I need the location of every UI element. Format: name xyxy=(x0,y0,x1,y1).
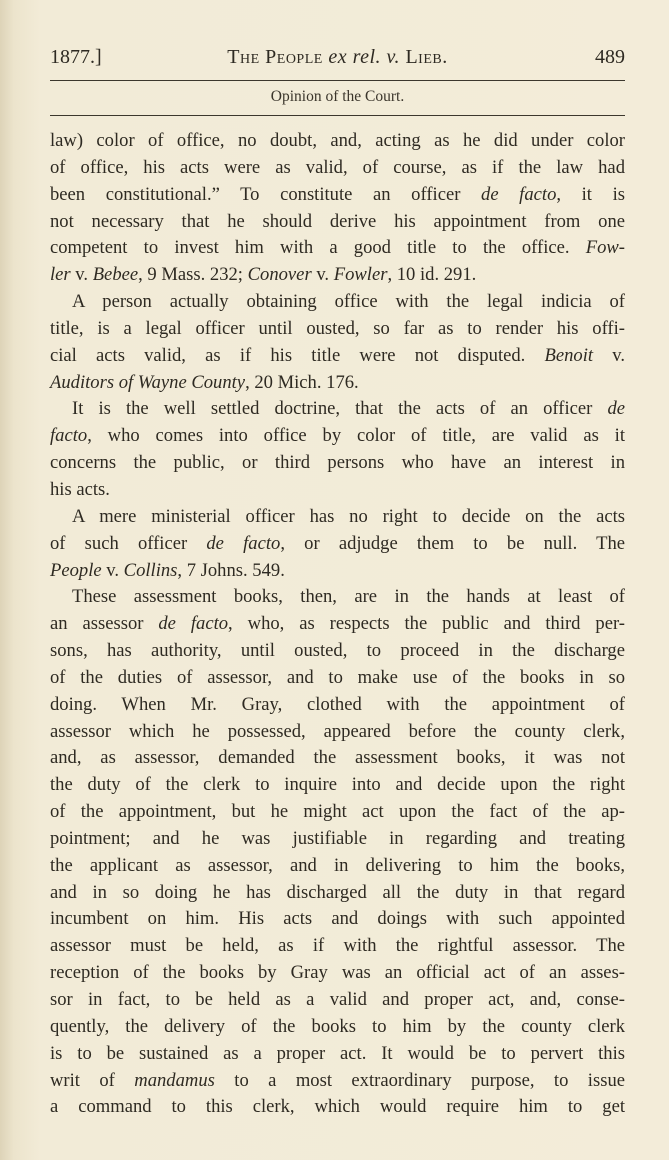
text-line xyxy=(50,799,625,826)
text-line xyxy=(50,1014,625,1041)
text-segment: A mere ministerial officer has no right to decide on the acts xyxy=(72,505,625,527)
text-line xyxy=(50,343,625,370)
text-line xyxy=(50,719,625,746)
text-segment: v. xyxy=(593,344,625,366)
text-segment: and, as assessor, demanded the assessment books, it was not xyxy=(50,747,625,769)
text-line xyxy=(50,1041,625,1068)
text-line xyxy=(50,155,625,182)
text-segment: v. xyxy=(70,264,93,286)
header-rule xyxy=(50,80,625,81)
italic-text: Bebee xyxy=(92,264,139,286)
text-line xyxy=(50,933,625,960)
text-line xyxy=(50,745,625,772)
text-segment: of such officer xyxy=(50,532,207,554)
text-segment: the duty of the clerk to inquire into and decide upon the right xyxy=(50,774,625,796)
text-segment: assessor must be held, as if with the rightful assessor. The xyxy=(50,935,625,957)
text-line xyxy=(50,531,625,558)
text-line xyxy=(50,638,625,665)
text-segment: law) color of office, no doubt, and, acting as he did under color xyxy=(50,130,625,151)
text-segment: of the duties of assessor, and to make use of the books in so xyxy=(50,666,625,688)
text-segment: not necessary that he should derive his appointment from one xyxy=(50,210,625,232)
text-segment: sor in fact, to be held as a valid and proper act, and, conse- xyxy=(50,989,625,1010)
text-line xyxy=(50,423,625,450)
running-header xyxy=(50,46,625,74)
case-title-prefix: The People xyxy=(227,46,323,68)
italic-text: Conover xyxy=(247,264,312,286)
text-line xyxy=(50,1094,625,1121)
text-segment: competent to invest him with a good title to the office. xyxy=(50,237,586,259)
text-segment: his acts. xyxy=(50,478,110,500)
italic-text: Benoit xyxy=(544,344,594,366)
text-segment: quently, the delivery of the books to him by the county clerk xyxy=(50,1015,625,1037)
text-line xyxy=(50,692,625,719)
text-line xyxy=(50,370,625,397)
text-line xyxy=(50,289,625,316)
text-segment: sons, has authority, until ousted, to proceed in the discharge xyxy=(50,640,625,662)
italic-text: mandamus xyxy=(134,1069,215,1091)
text-segment: incumbent on him. His acts and doings with such appointed xyxy=(50,908,625,930)
case-title-italic: ex rel. v. xyxy=(328,46,400,68)
text-segment: , 20 Mich. 176. xyxy=(245,371,359,393)
text-segment: , it is xyxy=(556,183,625,205)
text-segment: , 10 id. 291. xyxy=(387,264,477,286)
text-segment: to a most extraordinary purpose, to issue xyxy=(214,1069,625,1091)
text-segment: doing. When Mr. Gray, clothed with the appointment of xyxy=(50,693,625,715)
italic-text: de facto xyxy=(158,613,229,635)
text-segment: been constitutional.” To constitute an officer xyxy=(50,183,482,205)
text-line xyxy=(50,880,625,907)
text-line xyxy=(50,182,625,209)
text-segment: , who, as respects the public and third per- xyxy=(228,613,625,635)
text-line xyxy=(50,262,625,289)
text-segment: writ of xyxy=(50,1069,135,1091)
text-line xyxy=(50,853,625,880)
text-line xyxy=(50,235,625,262)
text-segment: a command to this clerk, which would require him to get xyxy=(50,1096,625,1118)
italic-text: de xyxy=(607,398,625,420)
italic-text: ler xyxy=(50,264,71,286)
text-segment: and in so doing he has discharged all the duty in that regard xyxy=(50,881,625,903)
page-number: 489 xyxy=(595,46,625,68)
text-segment: A person actually obtaining office with the legal indicia of xyxy=(72,291,625,313)
text-line xyxy=(50,477,625,504)
text-line xyxy=(50,396,625,423)
text-line xyxy=(50,316,625,343)
body-text xyxy=(50,128,625,1121)
text-line xyxy=(50,504,625,531)
italic-text: de facto xyxy=(206,532,281,554)
text-line xyxy=(50,450,625,477)
text-segment: the applicant as assessor, and in delivering to him the books, xyxy=(50,854,625,876)
text-segment: It is the well settled doctrine, that the acts of an officer xyxy=(72,398,608,420)
case-title-suffix: Lieb. xyxy=(405,46,448,68)
text-segment: These assessment books, then, are in the hands at least of xyxy=(72,586,625,608)
text-line xyxy=(50,987,625,1014)
text-line xyxy=(50,772,625,799)
text-segment: reception of the books by Gray was an official act of an asses- xyxy=(50,962,625,984)
italic-text: Fowler xyxy=(333,264,388,286)
text-segment: v. xyxy=(311,264,334,286)
text-segment: cial acts valid, as if his title were not disputed. xyxy=(50,344,545,366)
italic-text: Collins xyxy=(123,559,178,581)
text-segment: , who comes into office by color of title, are valid as it xyxy=(87,425,625,447)
subheading-rule xyxy=(50,115,625,116)
text-segment: concerns the public, or third persons who have an interest in xyxy=(50,452,625,474)
section-heading: Opinion of the Court. xyxy=(270,88,405,105)
text-segment: v. xyxy=(101,559,124,581)
text-segment: is to be sustained as a proper act. It would be to pervert this xyxy=(50,1042,625,1064)
text-segment: an assessor xyxy=(50,613,159,635)
header-year: 1877.] xyxy=(50,46,102,68)
italic-text: de facto xyxy=(481,183,557,205)
text-segment: of the appointment, but he might act upon the fact of the ap- xyxy=(50,801,625,823)
text-line xyxy=(50,209,625,236)
text-line xyxy=(50,584,625,611)
text-segment: assessor which he possessed, appeared before the county clerk, xyxy=(50,720,625,742)
text-line xyxy=(50,1068,625,1095)
text-line xyxy=(50,611,625,638)
italic-text: facto xyxy=(50,425,88,447)
italic-text: Fow- xyxy=(585,237,625,259)
text-segment: , or adjudge them to be null. The xyxy=(280,532,626,554)
text-line xyxy=(50,128,625,155)
header-case-title xyxy=(50,46,625,69)
text-line xyxy=(50,906,625,933)
text-line xyxy=(50,558,625,585)
text-line xyxy=(50,826,625,853)
text-segment: of office, his acts were as valid, of course, as if the law had xyxy=(50,156,625,178)
italic-text: Auditors of Wayne County xyxy=(50,371,246,393)
text-segment: pointment; and he was justifiable in regarding and treating xyxy=(50,827,625,849)
text-segment: , 7 Johns. 549. xyxy=(177,559,285,581)
text-line xyxy=(50,665,625,692)
text-segment: , 9 Mass. 232; xyxy=(138,264,248,286)
text-segment: title, is a legal officer until ousted, so far as to render his offi- xyxy=(50,317,625,339)
text-line xyxy=(50,960,625,987)
italic-text: People xyxy=(50,559,102,581)
